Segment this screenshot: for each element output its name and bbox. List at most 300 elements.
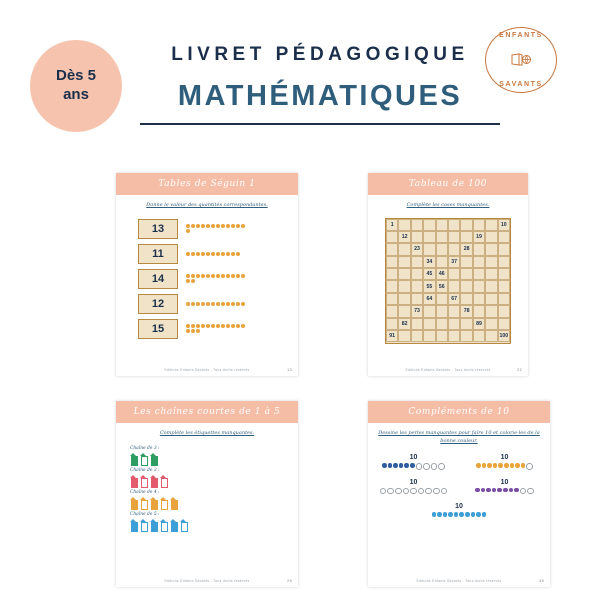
hundred-chart-cell-empty[interactable] [411,256,423,268]
hundred-chart-cell-empty[interactable] [398,293,410,305]
bead [206,252,210,256]
chain-bead-house [130,497,137,508]
chain-label: Chaîne de 4 : [130,489,160,495]
bead [201,224,205,228]
seguin-number: 11 [138,244,178,264]
hundred-chart-cell-empty[interactable] [423,330,435,342]
worksheet-thumbnail-chains[interactable] [116,401,298,587]
bead-filled [493,463,498,468]
bead-filled [443,512,448,517]
bead-bar [186,324,248,333]
hundred-chart-cell-empty[interactable] [485,305,497,317]
hundred-chart-cell-empty[interactable] [448,280,460,292]
hundred-chart-cell-empty[interactable] [473,305,485,317]
seguin-number: 13 [138,219,178,239]
hundred-chart-cell-empty[interactable] [411,318,423,330]
complement-number: 10 [455,503,463,511]
hundred-chart-cell-empty[interactable] [485,268,497,280]
hundred-chart-cell-empty[interactable] [386,293,398,305]
hundred-chart-cell-empty[interactable] [448,305,460,317]
hundred-chart-cell-filled[interactable]: 73 [411,305,423,317]
hundred-chart-cell-filled[interactable]: 64 [423,293,435,305]
hundred-chart-cell-empty[interactable] [498,318,510,330]
bead [211,274,215,278]
hundred-chart-cell-empty[interactable] [448,219,460,231]
complement-number: 10 [500,478,509,486]
hundred-chart-cell-empty[interactable] [498,256,510,268]
chain-label: Chaîne de 3 : [130,467,160,473]
hundred-chart-cell-empty[interactable] [386,280,398,292]
bead-filled [476,512,481,517]
bead [231,274,235,278]
hundred-chart-cell-empty[interactable] [386,268,398,280]
hundred-chart-cell-empty[interactable] [386,318,398,330]
bead [186,279,190,283]
bead [186,329,190,333]
seguin-row [138,244,298,264]
sheet2-footer [368,368,528,372]
bead [191,279,195,283]
chain-bead-house [160,497,167,508]
sheet2-footer-text: Editions Enfants Savants - Tous droits réservés [405,368,491,372]
bead-filled [521,463,526,468]
bead [221,302,225,306]
bead-filled [388,463,393,468]
bead [221,274,225,278]
hundred-chart-cell-filled[interactable]: 12 [398,231,410,243]
bead-filled [514,488,519,493]
bead [186,302,190,306]
logo-bottom-text: SAVANTS [499,81,543,88]
chain-bead-house [150,453,157,464]
chain-list [116,446,298,530]
bead [241,302,245,306]
hundred-chart-cell-filled[interactable]: 1 [386,219,398,231]
bead [201,302,205,306]
bead [226,224,230,228]
hundred-chart-cell-empty[interactable] [485,330,497,342]
bead-empty [395,488,402,495]
bead-filled [515,463,520,468]
bead [206,224,210,228]
bead-empty [403,488,410,495]
bead [211,302,215,306]
bead [201,324,205,328]
hundred-chart-cell-empty[interactable] [473,280,485,292]
age-badge-line1: Dès 5 [55,67,97,85]
hundred-chart-cell-filled[interactable]: 56 [436,280,448,292]
hundred-chart-cell-empty[interactable] [448,243,460,255]
bead-empty [527,488,534,495]
bead-filled [510,463,515,468]
hundred-chart-cell-filled[interactable]: 89 [473,318,485,330]
bead-empty [526,463,533,470]
sheet3-footer [116,579,298,583]
bead [216,224,220,228]
bead [191,324,195,328]
bead [236,224,240,228]
chain-block [130,512,298,530]
hundred-chart-cell-filled[interactable]: 55 [423,280,435,292]
bead-filled [432,512,437,517]
hundred-chart-cell-empty[interactable] [448,268,460,280]
bead [231,302,235,306]
hundred-chart-cell-filled[interactable]: 28 [460,243,472,255]
bead [196,224,200,228]
document-page [30,18,570,582]
bead-empty [441,488,448,495]
sheet4-instruction: Dessine les perles manquantes pour faire 10 et colorie-les de la bonne couleur. [378,430,540,444]
hundred-chart-cell-empty[interactable] [473,268,485,280]
chain-bead-house [170,519,177,530]
bead-empty [423,463,430,470]
hundred-chart-cell-empty[interactable] [448,231,460,243]
hundred-chart-cell-empty[interactable] [473,256,485,268]
sheet1-instruction: Donne le valeur des quantités correspondantes. [146,202,268,208]
hundred-chart-cell-empty[interactable] [485,318,497,330]
hundred-chart-cell-empty[interactable] [485,256,497,268]
hundred-chart-cell-empty[interactable] [460,268,472,280]
hundred-chart-cell-empty[interactable] [460,330,472,342]
age-badge-line2: ans [63,86,89,103]
bead [201,252,205,256]
hundred-chart-cell-filled[interactable]: 78 [460,305,472,317]
title-divider [140,123,500,125]
chain-bead-house [140,453,147,464]
bead [206,324,210,328]
bead [196,274,200,278]
bead-filled [454,512,459,517]
bead-empty [438,463,445,470]
hundred-chart-cell-empty[interactable] [473,243,485,255]
hundred-chart-cell-empty[interactable] [411,280,423,292]
hundred-chart-cell-empty[interactable] [423,243,435,255]
bead [226,252,230,256]
complement-number: 10 [500,454,509,461]
hundred-chart-cell-empty[interactable] [411,330,423,342]
hundred-chart-cell-empty[interactable] [436,231,448,243]
hundred-chart-cell-empty[interactable] [423,219,435,231]
bead [211,252,215,256]
bead [216,302,220,306]
bead [186,224,190,228]
hundred-chart-cell-filled[interactable]: 10 [498,219,510,231]
page-subtitle: LIVRET PÉDAGOGIQUE [171,44,469,65]
worksheet-thumbnail-hundred-chart[interactable] [368,173,528,376]
hundred-chart-cell-empty[interactable] [398,280,410,292]
hundred-chart-cell-empty[interactable] [423,305,435,317]
bead-filled [410,463,415,468]
bead [231,252,235,256]
bead-bar [186,302,248,306]
chain-block [130,490,298,508]
bead-filled [503,488,508,493]
bead [236,302,240,306]
bead-filled [487,463,492,468]
bead-filled [471,512,476,517]
hundred-chart-cell-empty[interactable] [436,219,448,231]
hundred-chart-cell-filled[interactable]: 19 [473,231,485,243]
hundred-chart-grid [385,218,511,344]
hundred-chart-cell-empty[interactable] [398,268,410,280]
hundred-chart-cell-empty[interactable] [436,256,448,268]
bead [231,224,235,228]
bead-empty [520,488,527,495]
sheet1-title: Tables de Séguin 1 [116,173,298,195]
bead-filled [399,463,404,468]
seguin-row [138,319,298,339]
bead [216,252,220,256]
chain-bead-house [130,519,137,530]
bead-filled [404,463,409,468]
chain-bead-house [170,497,177,508]
sheet3-title: Les chaînes courtes de 1 à 5 [116,401,298,423]
bead [211,324,215,328]
bead-bar [186,252,248,256]
hundred-chart-cell-empty[interactable] [386,231,398,243]
sheet4-footer [368,579,550,583]
bead [221,252,225,256]
hundred-chart-cell-empty[interactable] [473,293,485,305]
hundred-chart-cell-empty[interactable] [460,280,472,292]
seguin-number: 12 [138,294,178,314]
hundred-chart-cell-filled[interactable]: 82 [398,318,410,330]
sheet4-title: Compléments de 10 [368,401,550,423]
bead [236,274,240,278]
complements-grid [368,454,550,526]
logo-top-text: ENFANTS [499,32,543,39]
sheet1-footer-text: Editions Enfants Savants - Tous droits réservés [164,368,250,372]
hundred-chart-cell-empty[interactable] [448,330,460,342]
hundred-chart-cell-empty[interactable] [460,256,472,268]
complement-item [370,454,457,470]
bead-filled [437,512,442,517]
bead-filled [459,512,464,517]
sheet2-title: Tableau de 100 [368,173,528,195]
hundred-chart-cell-empty[interactable] [386,305,398,317]
bead-empty [410,488,417,495]
sheet4-footer-text: Editions Enfants Savants - Tous droits réservés [416,579,502,583]
bead [191,302,195,306]
hundred-chart-cell-empty[interactable] [436,330,448,342]
sheet3-footer-text: Editions Enfants Savants - Tous droits réservés [164,579,250,583]
bead-bar [186,224,248,233]
chain-bead-house [160,519,167,530]
hundred-chart-cell-empty[interactable] [411,231,423,243]
bead-filled [482,512,487,517]
hundred-chart-cell-empty[interactable] [423,318,435,330]
sheet3-instruction: Complète les étiquettes manquantes. [159,430,255,436]
bead [206,274,210,278]
complement-item [415,503,502,517]
sheet3-page-number: 25 [287,579,292,583]
hundred-chart-cell-empty[interactable] [473,330,485,342]
hundred-chart-cell-empty[interactable] [411,293,423,305]
complement-item [461,479,548,495]
sheet1-page-number: 13 [287,368,292,372]
sheet2-instruction: Complète les cases manquantes. [406,202,490,208]
age-badge [30,40,122,132]
bead-filled [482,463,487,468]
hundred-chart-cell-empty[interactable] [398,243,410,255]
bead-filled [481,488,486,493]
bead [231,324,235,328]
hundred-chart-cell-empty[interactable] [436,318,448,330]
chain-bead-house [130,453,137,464]
sheet1-footer [116,368,298,372]
chain-block [130,446,298,464]
chain-bead-house [150,497,157,508]
bead [196,329,200,333]
seguin-number: 15 [138,319,178,339]
complement-bead-bar [461,488,548,495]
bead-filled [476,463,481,468]
hundred-chart-cell-empty[interactable] [460,293,472,305]
hundred-chart-cell-empty[interactable] [498,268,510,280]
complement-number: 10 [409,478,418,486]
sheet4-page-number: 36 [539,579,544,583]
hundred-chart-cell-empty[interactable] [386,243,398,255]
chain-row [130,497,298,508]
bead [216,324,220,328]
bead [201,274,205,278]
hundred-chart-cell-empty[interactable] [398,256,410,268]
bead-filled [486,488,491,493]
hundred-chart-cell-filled[interactable]: 23 [411,243,423,255]
bead-filled [465,512,470,517]
chain-bead-house [130,475,137,486]
hundred-chart-cell-empty[interactable] [448,318,460,330]
bead-filled [393,463,398,468]
hundred-chart-cell-empty[interactable] [460,231,472,243]
bead-empty [380,488,387,495]
hundred-chart-cell-empty[interactable] [460,219,472,231]
hundred-chart-cell-empty[interactable] [460,318,472,330]
hundred-chart-cell-empty[interactable] [485,293,497,305]
chain-bead-house [140,497,147,508]
complement-bead-bar [461,463,548,470]
hundred-chart-cell-filled[interactable]: 100 [498,330,510,342]
bead [191,274,195,278]
hundred-chart-cell-empty[interactable] [436,243,448,255]
hundred-chart-cell-empty[interactable] [498,231,510,243]
hundred-chart-cell-filled[interactable]: 34 [423,256,435,268]
hundred-chart-cell-empty[interactable] [485,243,497,255]
bead-filled [498,463,503,468]
hundred-chart-cell-filled[interactable]: 37 [448,256,460,268]
bead [221,224,225,228]
bead-empty [431,463,438,470]
chain-row [130,475,298,486]
hundred-chart-cell-empty[interactable] [436,305,448,317]
chain-bead-house [160,475,167,486]
bead [216,274,220,278]
bead [226,324,230,328]
hundred-chart-cell-empty[interactable] [398,305,410,317]
hundred-chart-cell-filled[interactable]: 67 [448,293,460,305]
hundred-chart-cell-empty[interactable] [485,219,497,231]
bead [191,329,195,333]
bead-filled [492,488,497,493]
complement-item [461,454,548,470]
chain-bead-house [150,475,157,486]
bead-bar [186,274,248,283]
bead [196,302,200,306]
bead-filled [475,488,480,493]
hundred-chart-cell-empty[interactable] [498,280,510,292]
bead [226,274,230,278]
hundred-chart-cell-empty[interactable] [398,330,410,342]
bead-filled [448,512,453,517]
bead-filled [497,488,502,493]
hundred-chart-cell-empty[interactable] [398,219,410,231]
hundred-chart-cell-filled[interactable]: 45 [423,268,435,280]
chain-row [130,519,298,530]
seguin-row [138,219,298,239]
complement-bead-bar [415,512,502,517]
title-block [140,44,500,125]
seguin-rows [138,219,298,339]
chain-block [130,468,298,486]
bead-filled [504,463,509,468]
seguin-row [138,294,298,314]
bead [186,229,190,233]
worksheet-thumbnail-seguin[interactable] [116,173,298,376]
hundred-chart-cell-empty[interactable] [411,268,423,280]
hundred-chart-cell-empty[interactable] [498,243,510,255]
hundred-chart-cell-empty[interactable] [485,231,497,243]
bead [191,252,195,256]
bead [196,324,200,328]
hundred-chart-cell-empty[interactable] [498,305,510,317]
bead [241,274,245,278]
bead [196,252,200,256]
chain-bead-house [140,519,147,530]
bead [236,252,240,256]
seguin-number: 14 [138,269,178,289]
worksheet-thumbnail-complements[interactable] [368,401,550,587]
hundred-chart-cell-empty[interactable] [485,280,497,292]
brand-logo [482,24,560,96]
chain-bead-house [150,519,157,530]
bead-empty [387,488,394,495]
bead [236,324,240,328]
chain-label: Chaîne de 3 : [130,445,160,451]
bead [186,274,190,278]
complement-number: 10 [409,454,418,461]
bead [206,302,210,306]
hundred-chart-cell-empty[interactable] [436,293,448,305]
chain-bead-house [180,519,187,530]
bead-empty [418,488,425,495]
bead [221,324,225,328]
sheet2-page-number: 22 [517,368,522,372]
hundred-chart-cell-empty[interactable] [473,219,485,231]
book-globe-icon [511,52,531,68]
hundred-chart-cell-empty[interactable] [498,293,510,305]
hundred-chart-cell-empty[interactable] [411,219,423,231]
hundred-chart-cell-empty[interactable] [423,231,435,243]
hundred-chart-cell-filled[interactable]: 46 [436,268,448,280]
bead [241,324,245,328]
bead-empty [416,463,423,470]
hundred-chart-cell-empty[interactable] [386,256,398,268]
bead [241,224,245,228]
bead [211,224,215,228]
page-title: MATHÉMATIQUES [177,80,463,112]
bead-filled [509,488,514,493]
hundred-chart-cell-filled[interactable]: 91 [386,330,398,342]
